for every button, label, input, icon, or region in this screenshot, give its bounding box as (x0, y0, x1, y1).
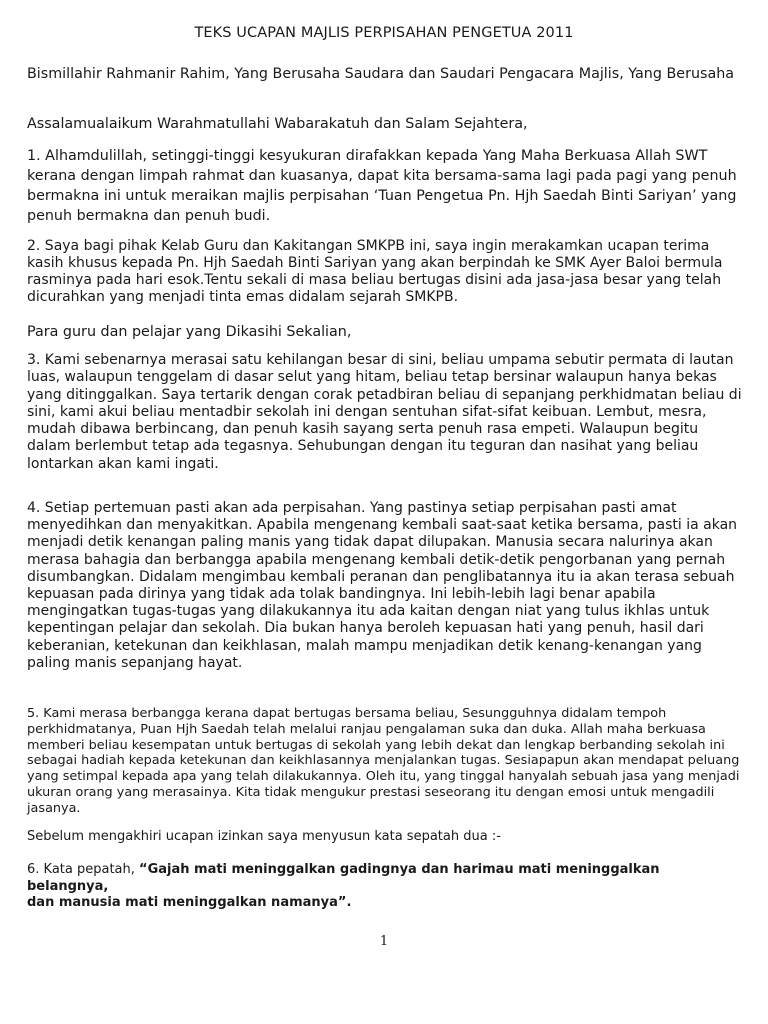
paragraph-1: 1. Alhamdulillah, setinggi-tinggi kesyukuran dirafakkan kepada Yang Maha Berkuasa Allah SWT kerana dengan limpah rahmat dan kuasanya, dapat kita bersama-sama lagi pada pagi yang penuh bermakna ini untuk meraikan majlis perpisahan ‘Tuan Pengetua Pn. Hjh Saedah Binti Sariyan’ yang penuh bermakna dan penuh budi. (27, 148, 737, 224)
paragraph-2: 2. Saya bagi pihak Kelab Guru dan Kakitangan SMKPB ini, saya ingin merakamkan ucapan terima kasih khusus kepada Pn. Hjh Saedah Binti Sariyan yang akan berpindah ke SMK Ayer Baloi bermula rasminya pada hari esok.Tentu sekali di masa beliau bertugas disini ada jasa-jasa besar yang telah dicurahkan yang menjadi tinta emas didalam sejarah SMKPB. (27, 238, 723, 305)
paragraph-4: 4. Setiap pertemuan pasti akan ada perpisahan. Yang pastinya setiap perpisahan pasti amat menyedihkan dan menyakitkan. Apabila mengenang kembali saat-saat ketika bersama, pasti ia akan menjadi detik kenangan paling manis yang tidak dapat dilupakan. Manusia secara nalurinya akan merasa bahagia dan berbangga apabila mengenang kembali detik-detik pengorbanan yang pernah disumbangkan. Didalam mengimbau kembali peranan dan penglibatannya itu ia akan terasa sebuah kepuasan pada dirinya yang tidak ada tolak bandingnya. Ini lebih-lebih lagi benar apabila mengingatkan tugas-tugas yang dilakukannya itu ada kaitan dengan niat yang tulus ikhlas untuk kepentingan pelajar dan sekolah. Dia bukan hanya beroleh kepuasan hati yang penuh, hasil dari keberanian, ketekunan dan keikhlasan, malah mampu menjadikan detik kenang-kenangan yang paling manis sepanjang hayat. (27, 500, 738, 671)
proverb-line-1: “Gajah mati meninggalkan gadingnya dan harimau mati meninggalkan belangnya, (27, 862, 660, 894)
paragraph-6 (27, 862, 743, 912)
proverb-line-2: dan manusia mati meninggalkan namanya”. (27, 895, 352, 910)
greeting: Assalamualaikum Warahmatullahi Wabarakatuh dan Salam Sejahtera, (27, 116, 528, 132)
audience-address: Para guru dan pelajar yang Dikasihi Sekalian, (27, 324, 352, 340)
document-title: TEKS UCAPAN MAJLIS PERPISAHAN PENGETUA 2011 (194, 25, 574, 41)
opening-salutation: Bismillahir Rahmanir Rahim, Yang Berusaha Saudara dan Saudari Pengacara Majlis, Yang Berusaha (27, 66, 735, 82)
paragraph-3: 3. Kami sebenarnya merasai satu kehilangan besar di sini, beliau umpama sebutir permata di lautan luas, walaupun tenggelam di dasar selut yang hitam, beliau tetap bersinar walaupun hanya bekas yang ditinggalkan. Saya tertarik dengan corak petadbiran beliau di sepanjang perkhidmatan beliau di sini, kami akui beliau mentadbir sekolah ini dengan sentuhan sifat-sifat keibuan. Lembut, mesra, mudah dibawa berbincang, dan penuh kasih sayang serta penuh rasa empeti. Walaupun begitu dalam berlembut tetap ada tegasnya. Sehubungan dengan itu teguran dan nasihat yang beliau lontarkan akan kami ingati. (27, 352, 742, 472)
closing-intro: Sebelum mengakhiri ucapan izinkan saya menyusun kata sepatah dua :- (27, 829, 501, 844)
paragraph-5: 5. Kami merasa berbangga kerana dapat bertugas bersama beliau, Sesungguhnya didalam tempoh perkhidmatanya, Puan Hjh Saedah telah melalui ranjau pengalaman suka dan duka. Allah maha berkuasa memberi beliau kesempatan untuk bertugas di sekolah yang lebih dekat dan lengkap berbanding sekolah ini sebagai hadiah kepada ketekunan dan keikhlasannya menjalankan tugas. Sesiapapun akan mendapat peluang yang setimpal kepada apa yang telah dilakukannya. Oleh itu, yang tinggal hanyalah sebuah jasa yang menjadi ukuran orang yang merasainya. Kita tidak mengukur prestasi seseorang itu dengan emosi untuk mengadili jasanya. (27, 706, 740, 816)
page-number: 1 (379, 934, 389, 949)
paragraph-6-prefix: 6. Kata pepatah, (27, 862, 140, 877)
